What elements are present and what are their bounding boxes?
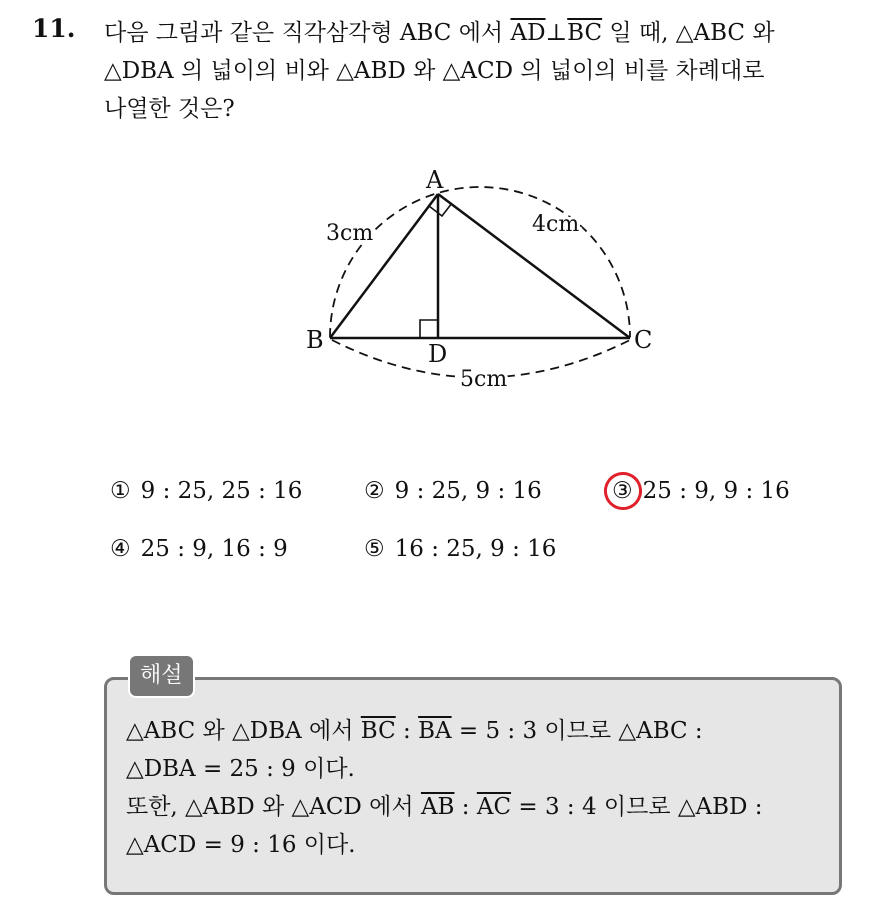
label-ac-length: 4cm <box>532 212 580 237</box>
choice-5-number: ⑤ <box>364 536 385 562</box>
label-d: D <box>428 340 448 368</box>
exp-p2-a: 또한, △ABD 와 △ACD 에서 <box>126 794 421 820</box>
exp-p2-colon: : <box>454 794 477 820</box>
choice-3-number: ③ <box>612 478 633 504</box>
choice-5-text: 16 : 25, 9 : 16 <box>394 536 557 562</box>
choice-4[interactable] <box>110 536 288 562</box>
exp-p1-b: = 5 : 3 이므로 △ABC : <box>451 718 703 744</box>
label-c: C <box>634 326 653 354</box>
exp-seg-ba: $\overline{BA}$ <box>418 718 452 744</box>
triangle-figure <box>290 160 690 400</box>
question-number: 11. <box>32 14 76 43</box>
exp-p2-b: = 3 : 4 이므로 △ABD : <box>511 794 763 820</box>
choice-2-number: ② <box>364 478 385 504</box>
selected-answer-circle <box>600 468 647 515</box>
question-text <box>104 14 864 128</box>
choice-4-number: ④ <box>110 536 131 562</box>
question-line-2: △DBA 의 넓이의 비와 △ABD 와 △ACD 의 넓이의 비를 차례대로 <box>104 58 765 84</box>
dashed-arc-top <box>330 187 630 337</box>
label-b: B <box>306 326 324 354</box>
explanation-paragraph-2 <box>126 788 826 826</box>
perpendicular-symbol: ⊥ <box>545 20 568 46</box>
choice-4-text: 25 : 9, 16 : 9 <box>140 536 288 562</box>
question-line-3: 나열한 것은? <box>104 96 235 122</box>
choice-2-text: 9 : 25, 9 : 16 <box>394 478 542 504</box>
exp-seg-ab: $\overline{AB}$ <box>420 794 455 820</box>
choice-1[interactable] <box>110 478 302 504</box>
choice-1-number: ① <box>110 478 131 504</box>
explanation-paragraph-1 <box>126 712 826 750</box>
segment-ad: $\overline{AD}$ <box>510 20 546 46</box>
choice-2[interactable] <box>364 478 542 504</box>
label-a: A <box>426 166 444 194</box>
choice-5[interactable] <box>364 536 556 562</box>
segment-bc: $\overline{BC}$ <box>567 20 603 46</box>
exp-seg-ac: $\overline{AC}$ <box>476 794 512 820</box>
side-ab <box>330 194 438 338</box>
explanation-paragraph-2-line-2: △ACD = 9 : 16 이다. <box>126 832 356 858</box>
question-line-1-pre: 다음 그림과 같은 직각삼각형 ABC 에서 <box>104 20 511 46</box>
question-line-1-post: 일 때, △ABC 와 <box>602 20 775 46</box>
label-bc-length: 5cm <box>460 367 508 392</box>
choice-1-text: 9 : 25, 25 : 16 <box>140 478 303 504</box>
exp-p1-a: △ABC 와 △DBA 에서 <box>126 718 361 744</box>
explanation-tag: 해설 <box>128 654 195 698</box>
exp-p1-colon: : <box>395 718 419 744</box>
right-angle-d-marker <box>420 320 438 338</box>
label-ab-length: 3cm <box>326 221 374 246</box>
exp-seg-bc: $\overline{BC}$ <box>360 718 396 744</box>
choice-3-text: 25 : 9, 9 : 16 <box>642 478 790 504</box>
question-line-1 <box>104 14 864 52</box>
explanation-paragraph-1-line-2: △DBA = 25 : 9 이다. <box>126 756 355 782</box>
explanation-text <box>126 712 826 864</box>
right-angle-a-marker <box>429 203 452 216</box>
choice-3[interactable] <box>612 478 790 504</box>
